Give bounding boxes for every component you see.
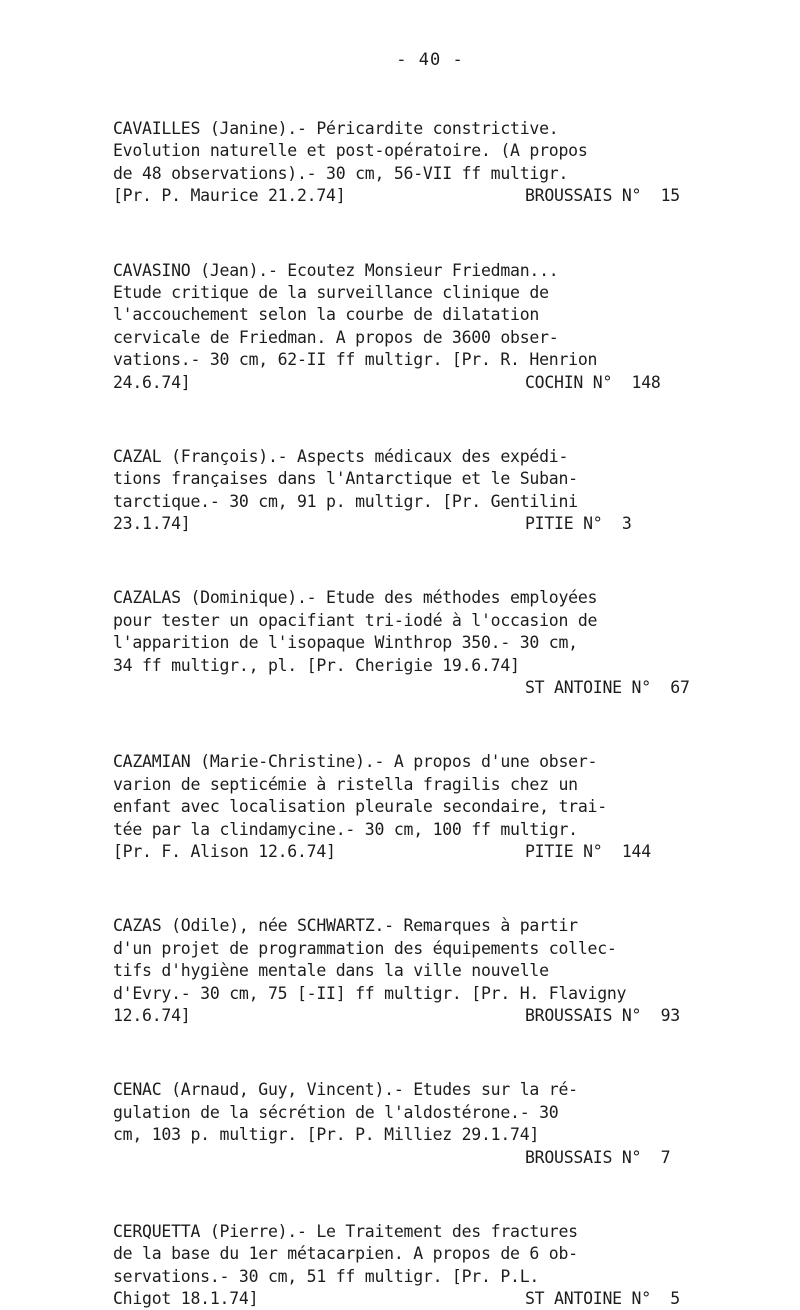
entry-line: Etude critique de la surveillance clinique de [113, 282, 549, 302]
entry-line: CAVASINO (Jean).- Ecoutez Monsieur Friedman... [113, 260, 559, 280]
entry-line: 12.6.74] [113, 1005, 191, 1025]
entry-line: CERQUETTA (Pierre).- Le Traitement des fractures [113, 1221, 578, 1241]
entry-line: [Pr. P. Maurice 21.2.74] [113, 186, 346, 206]
entry-line: 34 ff multigr., pl. [Pr. Cherigie 19.6.74] [113, 655, 520, 675]
entry-line: cervicale de Friedman. A propos de 3600 obser- [113, 327, 559, 347]
hospital-location: PITIE N° 3 [525, 514, 632, 534]
entry-line: CAZALAS (Dominique).- Etude des méthodes employées [113, 588, 598, 608]
entry-line: CAZAL (François).- Aspects médicaux des expédi- [113, 446, 569, 466]
entry-line: tifs d'hygiène mentale dans la ville nouvelle [113, 961, 549, 981]
thesis-entry-cavasino [113, 260, 733, 394]
entry-line: l'accouchement selon la courbe de dilatation [113, 305, 540, 325]
hospital-location: ST ANTOINE N° 67 [525, 678, 690, 698]
entry-line: d'un projet de programmation des équipements collec- [113, 938, 617, 958]
thesis-entry-cazal [113, 446, 733, 536]
entry-line: CAZAS (Odile), née SCHWARTZ.- Remarques à partir [113, 916, 578, 936]
entry-line: CAVAILLES (Janine).- Péricardite constrictive. [113, 119, 559, 138]
thesis-list [113, 118, 733, 1310]
entry-line: servations.- 30 cm, 51 ff multigr. [Pr. P.L. [113, 1266, 540, 1286]
hospital-location: PITIE N° 144 [525, 841, 651, 861]
entry-line: 23.1.74] [113, 514, 191, 534]
entry-line: [Pr. F. Alison 12.6.74] [113, 841, 336, 861]
entry-line: gulation de la sécrétion de l'aldostérone.- 30 [113, 1102, 559, 1122]
entry-line: Chigot 18.1.74] [113, 1289, 259, 1309]
thesis-entry-cavailles [113, 118, 733, 208]
thesis-entry-cazas [113, 915, 733, 1027]
entry-line: tarctique.- 30 cm, 91 p. multigr. [Pr. Gentilini [113, 491, 578, 511]
entry-line: 24.6.74] [113, 372, 191, 392]
entry-line: tions françaises dans l'Antarctique et le Suban- [113, 469, 578, 489]
entry-line: tée par la clindamycine.- 30 cm, 100 ff multigr. [113, 819, 578, 839]
thesis-entry-cazamian [113, 751, 733, 863]
hospital-location: COCHIN N° 148 [525, 372, 661, 392]
entry-line: de 48 observations).- 30 cm, 56-VII ff multigr. [113, 163, 569, 183]
entry-line: enfant avec localisation pleurale secondaire, trai- [113, 797, 607, 817]
entry-line: vations.- 30 cm, 62-II ff multigr. [Pr. R. Henrion [113, 350, 598, 370]
thesis-entry-cenac [113, 1079, 733, 1169]
hospital-location: BROUSSAIS N° 15 [525, 186, 680, 206]
entry-line: l'apparition de l'isopaque Winthrop 350.- 30 cm, [113, 633, 578, 653]
page-number: - 40 - [396, 50, 464, 70]
entry-line: CENAC (Arnaud, Guy, Vincent).- Etudes sur la ré- [113, 1080, 578, 1100]
hospital-location: ST ANTOINE N° 5 [525, 1289, 680, 1309]
hospital-location: BROUSSAIS N° 93 [525, 1005, 680, 1025]
entry-line: CAZAMIAN (Marie-Christine).- A propos d'une obser- [113, 752, 598, 772]
entry-line: cm, 103 p. multigr. [Pr. P. Milliez 29.1.74] [113, 1125, 540, 1145]
thesis-entry-cazalas [113, 587, 733, 699]
entry-line: de la base du 1er métacarpien. A propos de 6 ob- [113, 1244, 578, 1264]
thesis-entry-cerquetta [113, 1221, 733, 1310]
entry-line: varion de septicémie à ristella fragilis chez un [113, 774, 578, 794]
hospital-location: BROUSSAIS N° 7 [525, 1147, 671, 1167]
entry-line: Evolution naturelle et post-opératoire. (A propos [113, 141, 588, 161]
entry-line: d'Evry.- 30 cm, 75 [-II] ff multigr. [Pr. H. Flavigny [113, 983, 627, 1003]
entry-line: pour tester un opacifiant tri-iodé à l'occasion de [113, 610, 598, 630]
